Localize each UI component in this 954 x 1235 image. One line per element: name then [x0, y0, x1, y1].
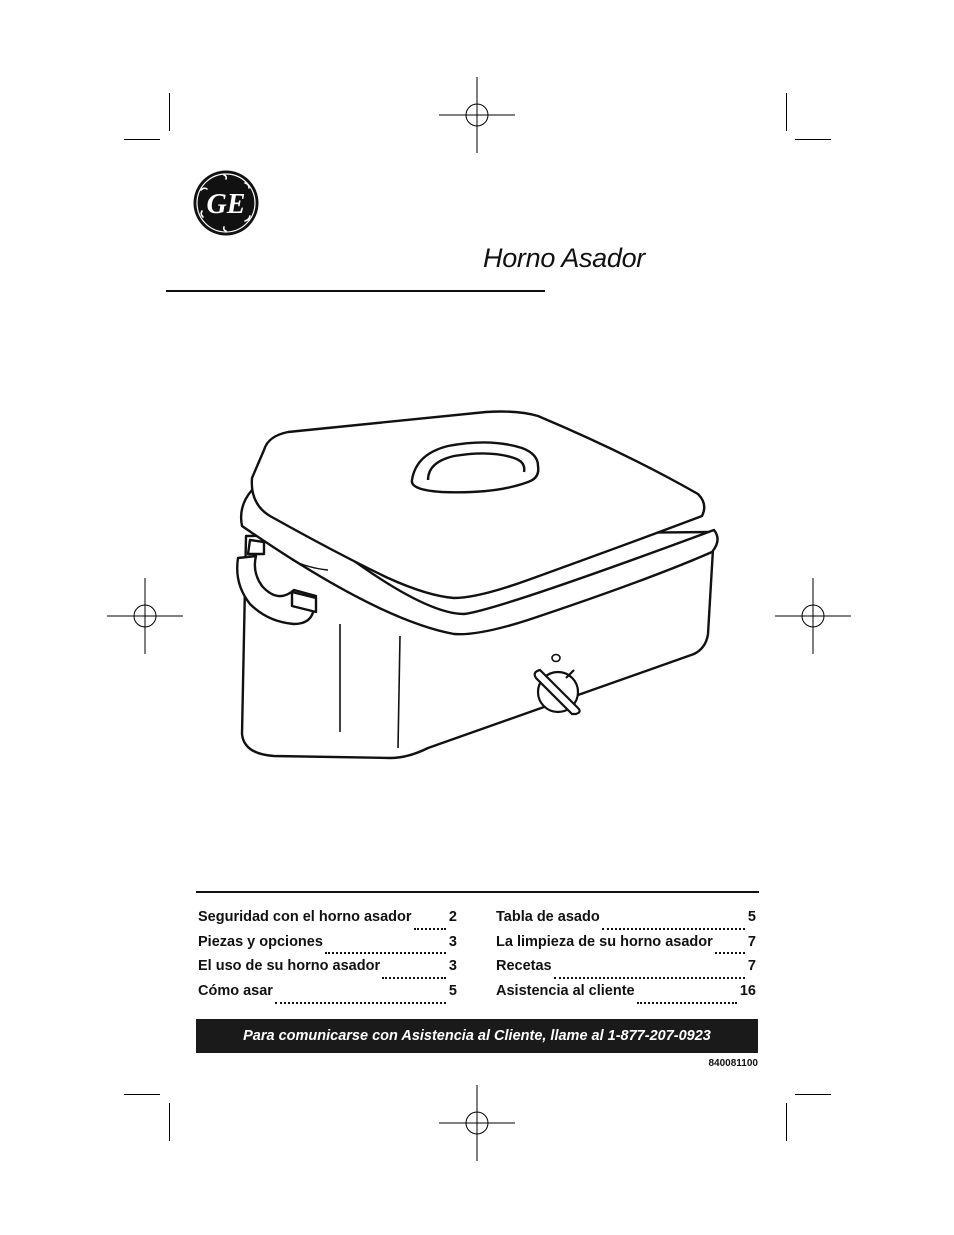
ge-logo-text: GE: [206, 189, 246, 220]
toc-item-label: Recetas: [496, 958, 552, 975]
ge-monogram-icon: [193, 170, 259, 236]
toc-item[interactable]: [198, 983, 457, 1008]
toc-item[interactable]: [198, 958, 457, 983]
customer-service-text: Para comunicarse con Asistencia al Cliente, llame al 1-877-207-0923: [243, 1028, 711, 1044]
toc-item[interactable]: [496, 958, 756, 983]
registration-mark-icon: [107, 578, 183, 654]
crop-mark: [795, 1094, 831, 1095]
toc-leader-dots: [602, 928, 745, 930]
toc-leader-dots: [414, 928, 446, 930]
toc-item-label: Tabla de asado: [496, 909, 600, 925]
toc-item-label: Asistencia al cliente: [496, 983, 635, 1000]
toc-item[interactable]: [496, 983, 756, 1008]
roaster-oven-illustration: [228, 408, 728, 764]
toc-item-page: 7: [747, 933, 756, 950]
toc-item[interactable]: [198, 934, 457, 959]
registration-mark-icon: [439, 1085, 515, 1161]
toc-item[interactable]: [496, 909, 756, 934]
toc-item[interactable]: [198, 909, 457, 934]
toc-item-label: Seguridad con el horno asador: [198, 909, 412, 925]
toc-leader-dots: [325, 952, 446, 954]
toc-leader-dots: [715, 952, 745, 954]
toc-item-label: Cómo asar: [198, 983, 273, 1000]
crop-mark: [169, 93, 170, 131]
toc-column-left: [198, 909, 457, 1008]
toc-leader-dots: [382, 977, 446, 979]
toc-leader-dots: [554, 977, 745, 979]
title-rule: [166, 290, 545, 292]
crop-mark: [169, 1103, 170, 1141]
toc-leader-dots: [637, 1002, 737, 1004]
crop-mark: [124, 1094, 160, 1095]
toc-item-page: 2: [448, 909, 457, 925]
crop-mark: [786, 93, 787, 131]
part-number: 840081100: [708, 1058, 758, 1069]
toc-item-label: Piezas y opciones: [198, 933, 323, 950]
toc-item-page: 3: [448, 933, 457, 950]
registration-mark-icon: [439, 77, 515, 153]
registration-mark-icon: [775, 578, 851, 654]
toc-item-label: La limpieza de su horno asador: [496, 933, 713, 950]
toc-item-page: 7: [747, 958, 756, 975]
toc-item-page: 3: [448, 958, 457, 975]
toc-column-right: [496, 909, 756, 1008]
toc-rule: [196, 891, 759, 893]
toc-item-page: 16: [739, 983, 756, 1000]
toc-item-page: 5: [448, 983, 457, 1000]
toc-leader-dots: [275, 1002, 446, 1004]
crop-mark: [795, 139, 831, 140]
crop-mark: [124, 139, 160, 140]
toc-item-label: El uso de su horno asador: [198, 958, 381, 975]
document-title: Horno Asador: [483, 243, 645, 273]
crop-mark: [786, 1103, 787, 1141]
toc-item-page: 5: [747, 909, 756, 925]
customer-service-banner: [196, 1019, 758, 1053]
toc-item[interactable]: [496, 934, 756, 959]
